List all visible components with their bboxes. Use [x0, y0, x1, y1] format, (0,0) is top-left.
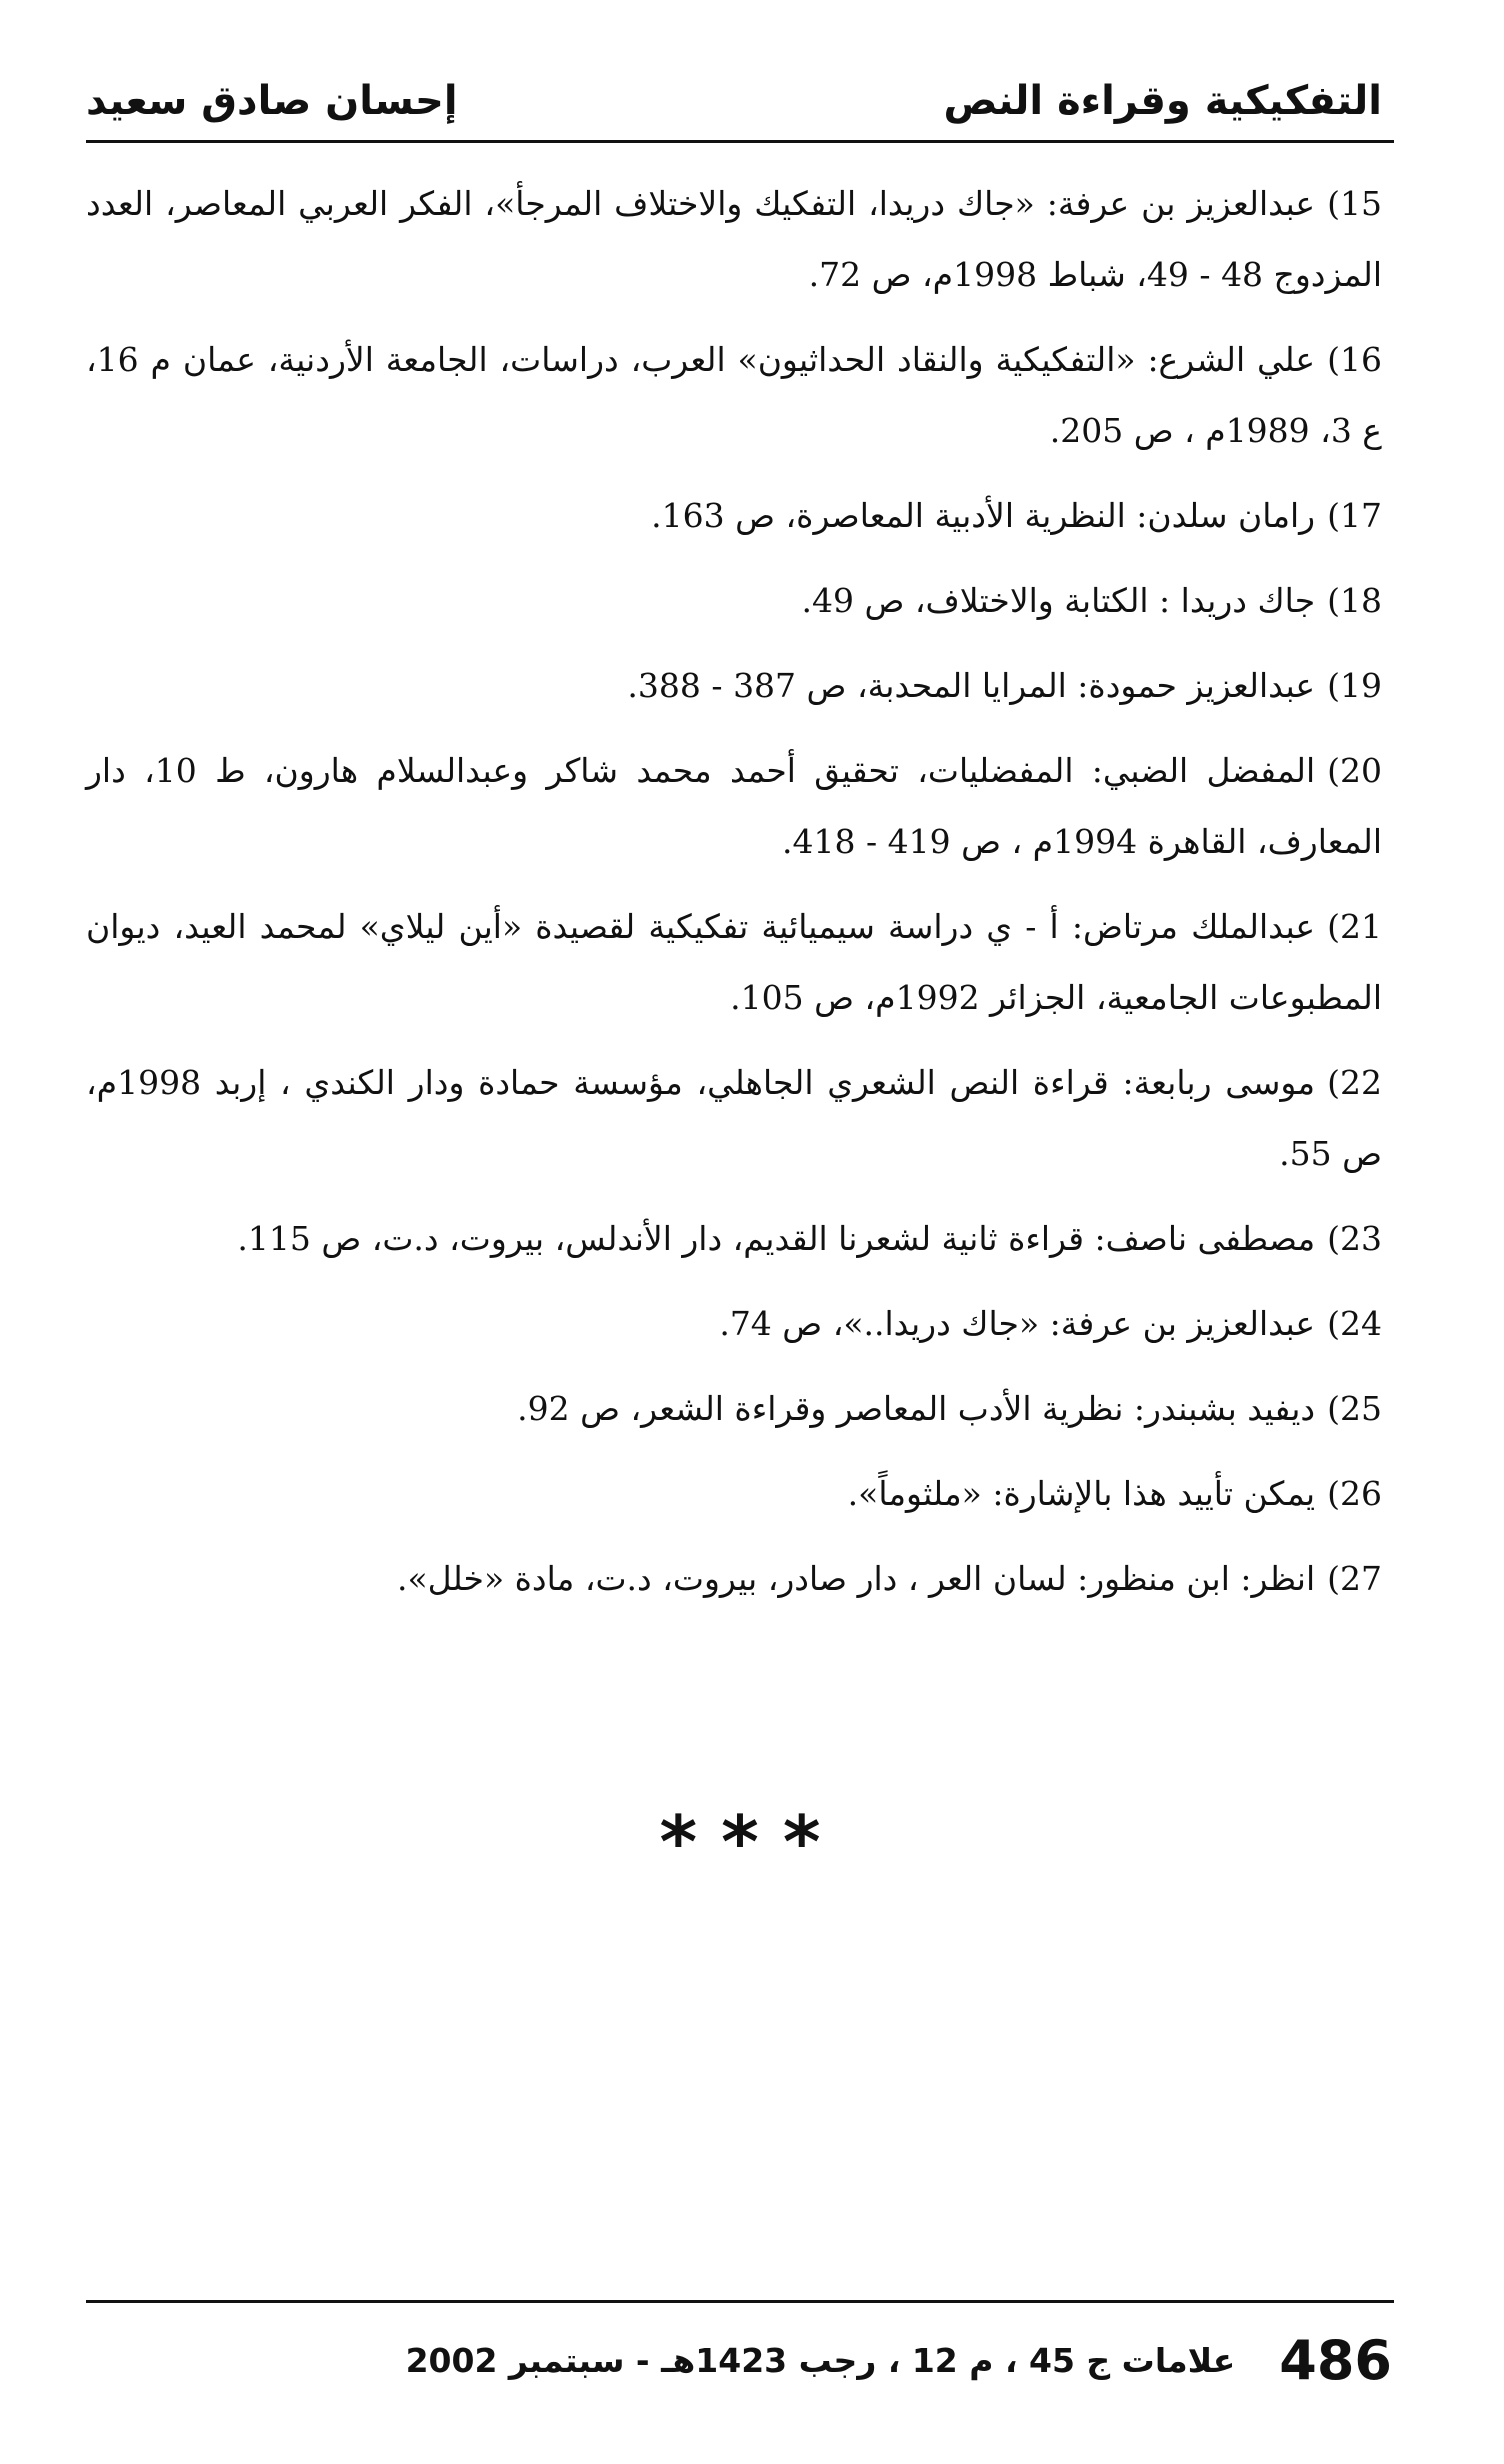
- endnote-number: 17): [1327, 496, 1382, 535]
- endnote-text: ديفيد بشبندر: نظرية الأدب المعاصر وقراءة الشعر، ص 92.: [517, 1389, 1316, 1428]
- endnote-text: عبدالعزيز حمودة: المرايا المحدبة، ص 387 - 388.: [627, 666, 1316, 705]
- endnote-text: انظر: ابن منظور: لسان العر ، دار صادر، بيروت، د.ت، مادة «خلل».: [396, 1559, 1316, 1598]
- endnote-text: عبدالملك مرتاض: أ - ي دراسة سيميائية تفكيكية لقصيدة «أين ليلاي» لمحمد العيد، ديوان المطبوعات الجامعية، الجزائر 1992م، ص 105.: [86, 907, 1382, 1017]
- endnote-text: علي الشرع: «التفكيكية والنقاد الحداثيون» العرب، دراسات، الجامعة الأردنية، عمان م 16، ع 3، 1989م ، ص 205.: [86, 340, 1382, 450]
- header-divider: [86, 140, 1394, 143]
- endnote: [86, 1203, 1382, 1274]
- endnote-text: عبدالعزيز بن عرفة: «جاك دريدا..»، ص 74.: [719, 1304, 1316, 1343]
- endnote: [86, 891, 1382, 1033]
- endnote-number: 24): [1327, 1304, 1382, 1343]
- endnote: [86, 1458, 1382, 1529]
- footer-divider: [86, 2300, 1394, 2303]
- endnote-number: 16): [1327, 340, 1382, 379]
- endnote-text: مصطفى ناصف: قراءة ثانية لشعرنا القديم، دار الأندلس، بيروت، د.ت، ص 115.: [237, 1219, 1316, 1258]
- page-footer: [96, 2318, 1392, 2402]
- endnote-text: يمكن تأييد هذا بالإشارة: «ملثوماً».: [847, 1474, 1316, 1513]
- endnote-number: 19): [1327, 666, 1382, 705]
- endnote-number: 15): [1327, 184, 1382, 223]
- endnote: [86, 324, 1382, 466]
- endnote: [86, 1543, 1382, 1614]
- endnote-number: 20): [1327, 751, 1382, 790]
- endnote: [86, 1373, 1382, 1444]
- endnote: [86, 480, 1382, 551]
- endnote-text: جاك دريدا : الكتابة والاختلاف، ص 49.: [801, 581, 1316, 620]
- journal-info: علامات ج 45 ، م 12 ، رجب 1423هـ - سبتمبر 2002: [405, 2340, 1236, 2380]
- endnote-number: 23): [1327, 1219, 1382, 1258]
- header-title: التفكيكية وقراءة النص: [943, 78, 1382, 124]
- endnote-number: 25): [1327, 1389, 1382, 1428]
- endnote: [86, 168, 1382, 310]
- endnote-text: موسى ربابعة: قراءة النص الشعري الجاهلي، مؤسسة حمادة ودار الكندي ، إربد 1998م، ص 55.: [86, 1063, 1382, 1173]
- page-header: [86, 62, 1382, 140]
- endnote: [86, 735, 1382, 877]
- endnote: [86, 1288, 1382, 1359]
- endnote-number: 26): [1327, 1474, 1382, 1513]
- section-separator: ***: [659, 1800, 845, 1884]
- endnote-text: عبدالعزيز بن عرفة: «جاك دريدا، التفكيك والاختلاف المرجأ»، الفكر العربي المعاصر، العدد المزدوج 48 - 49، شباط 1998م، ص 72.: [86, 184, 1382, 294]
- endnote: [86, 1047, 1382, 1189]
- endnotes-list: [86, 168, 1382, 1628]
- endnote-number: 22): [1327, 1063, 1382, 1102]
- endnote: [86, 565, 1382, 636]
- endnote-text: المفضل الضبي: المفضليات، تحقيق أحمد محمد شاكر وعبدالسلام هارون، ط 10، دار المعارف، القاهرة 1994م ، ص 419 - 418.: [86, 751, 1382, 861]
- endnote-number: 21): [1327, 907, 1382, 946]
- endnote-text: رامان سلدن: النظرية الأدبية المعاصرة، ص 163.: [651, 496, 1316, 535]
- endnote-number: 27): [1327, 1559, 1382, 1598]
- endnote-number: 18): [1327, 581, 1382, 620]
- header-author: إحسان صادق سعيد: [86, 78, 458, 124]
- page-number: 486: [1279, 2328, 1392, 2392]
- endnote: [86, 650, 1382, 721]
